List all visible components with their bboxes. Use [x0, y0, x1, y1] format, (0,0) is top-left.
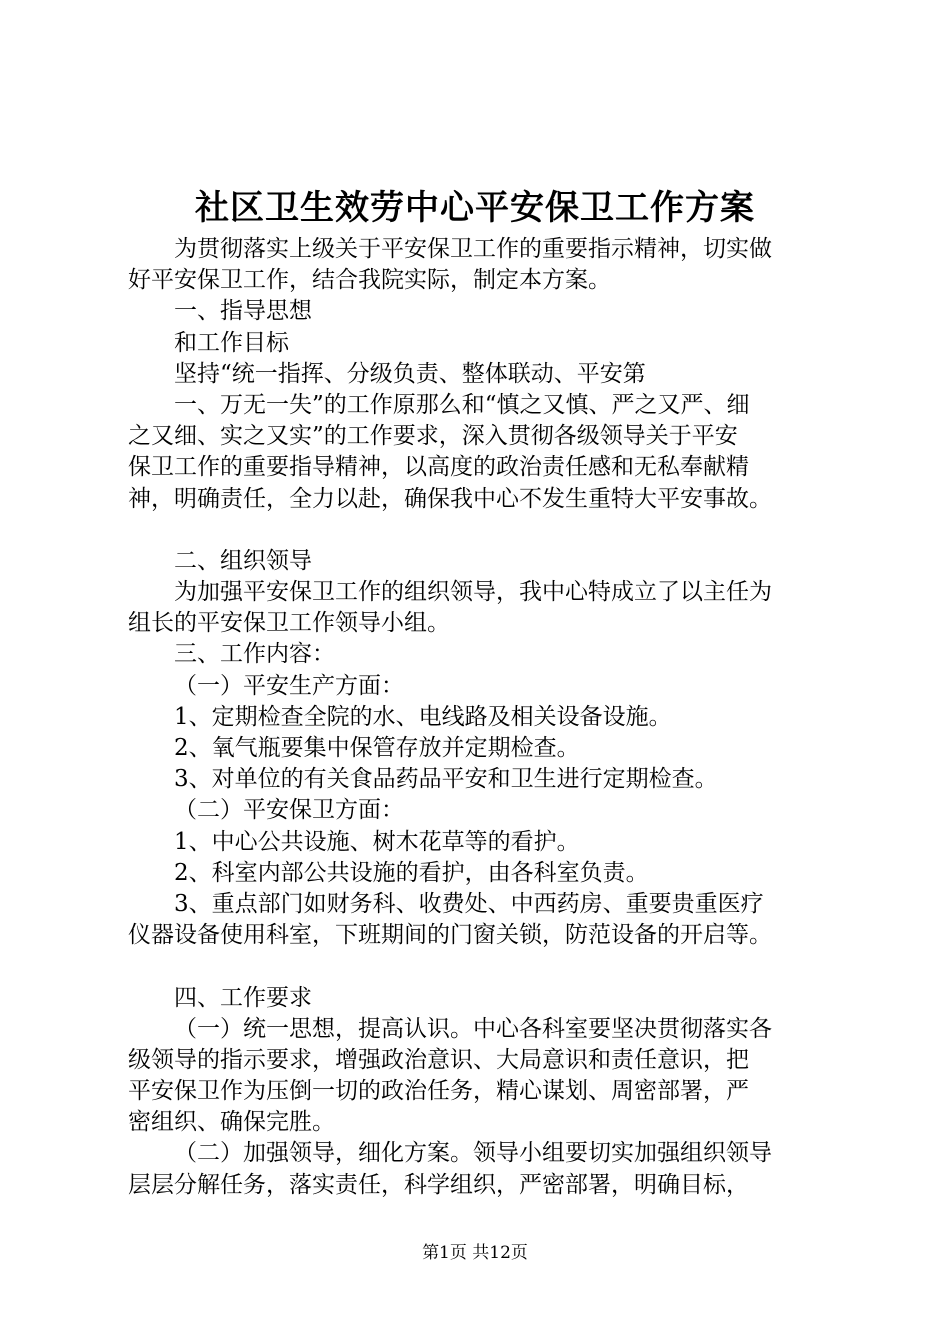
paragraph-line: 组长的平安保卫工作领导小组。 — [128, 610, 450, 637]
paragraph-line: 好平安保卫工作，结合我院实际，制定本方案。 — [128, 267, 611, 294]
page-number-footer: 第1页 共12页 — [422, 1243, 528, 1263]
blank-line — [128, 951, 848, 982]
paragraph-line: 神，明确责任，全力以赴，确保我中心不发生重特大平安事故。 — [128, 485, 772, 512]
paragraph-line: 级领导的指示要求，增强政治意识、大局意识和责任意识，把 — [128, 1046, 749, 1073]
document-title: 社区卫生效劳中心平安保卫工作方案 — [195, 188, 755, 228]
list-item: 3、对单位的有关食品药品平安和卫生进行定期检查。 — [174, 766, 718, 793]
blank-line — [128, 515, 848, 546]
subsection-heading: （二）平安保卫方面： — [174, 797, 404, 824]
document-body — [128, 234, 848, 1201]
paragraph-line: （二）加强领导，细化方案。领导小组要切实加强组织领导 — [174, 1140, 772, 1167]
paragraph-line: 一、万无一失”的工作原那么和“慎之又慎、严之又严、细 — [174, 391, 750, 418]
list-item: 仪器设备使用科室，下班期间的门窗关锁，防范设备的开启等。 — [128, 922, 772, 949]
list-item: 2、氧气瓶要集中保管存放并定期检查。 — [174, 735, 580, 761]
list-item: 2、科室内部公共设施的看护，由各科室负责。 — [174, 859, 649, 886]
section-heading: 和工作目标 — [174, 329, 289, 356]
paragraph-line: 坚持“统一指挥、分级负责、整体联动、平安第 — [174, 360, 646, 387]
paragraph-line: （一）统一思想，提高认识。中心各科室要坚决贯彻落实各 — [174, 1015, 772, 1042]
section-heading: 二、组织领导 — [174, 547, 312, 574]
paragraph-line: 为贯彻落实上级关于平安保卫工作的重要指示精神，切实做 — [174, 236, 772, 262]
section-heading: 三、工作内容： — [174, 641, 335, 668]
paragraph-line: 平安保卫作为压倒一切的政治任务，精心谋划、周密部署，严 — [128, 1078, 749, 1105]
subsection-heading: （一）平安生产方面： — [174, 672, 404, 699]
paragraph-line: 密组织、确保完胜。 — [128, 1109, 335, 1136]
list-item: 1、定期检查全院的水、电线路及相关设备设施。 — [174, 703, 672, 730]
section-heading: 一、指导思想 — [174, 298, 312, 325]
section-heading: 四、工作要求 — [174, 984, 312, 1011]
list-item: 1、中心公共设施、树木花草等的看护。 — [174, 828, 580, 855]
paragraph-line: 之又细、实之又实”的工作要求，深入贯彻各级领导关于平安 — [128, 423, 738, 450]
paragraph-line: 保卫工作的重要指导精神，以高度的政治责任感和无私奉献精 — [128, 454, 749, 481]
list-item: 3、重点部门如财务科、收费处、中西药房、重要贵重医疗 — [174, 890, 764, 917]
paragraph-line: 为加强平安保卫工作的组织领导，我中心特成立了以主任为 — [174, 579, 772, 606]
paragraph-line: 层层分解任务，落实责任，科学组织，严密部署，明确目标， — [128, 1171, 749, 1198]
